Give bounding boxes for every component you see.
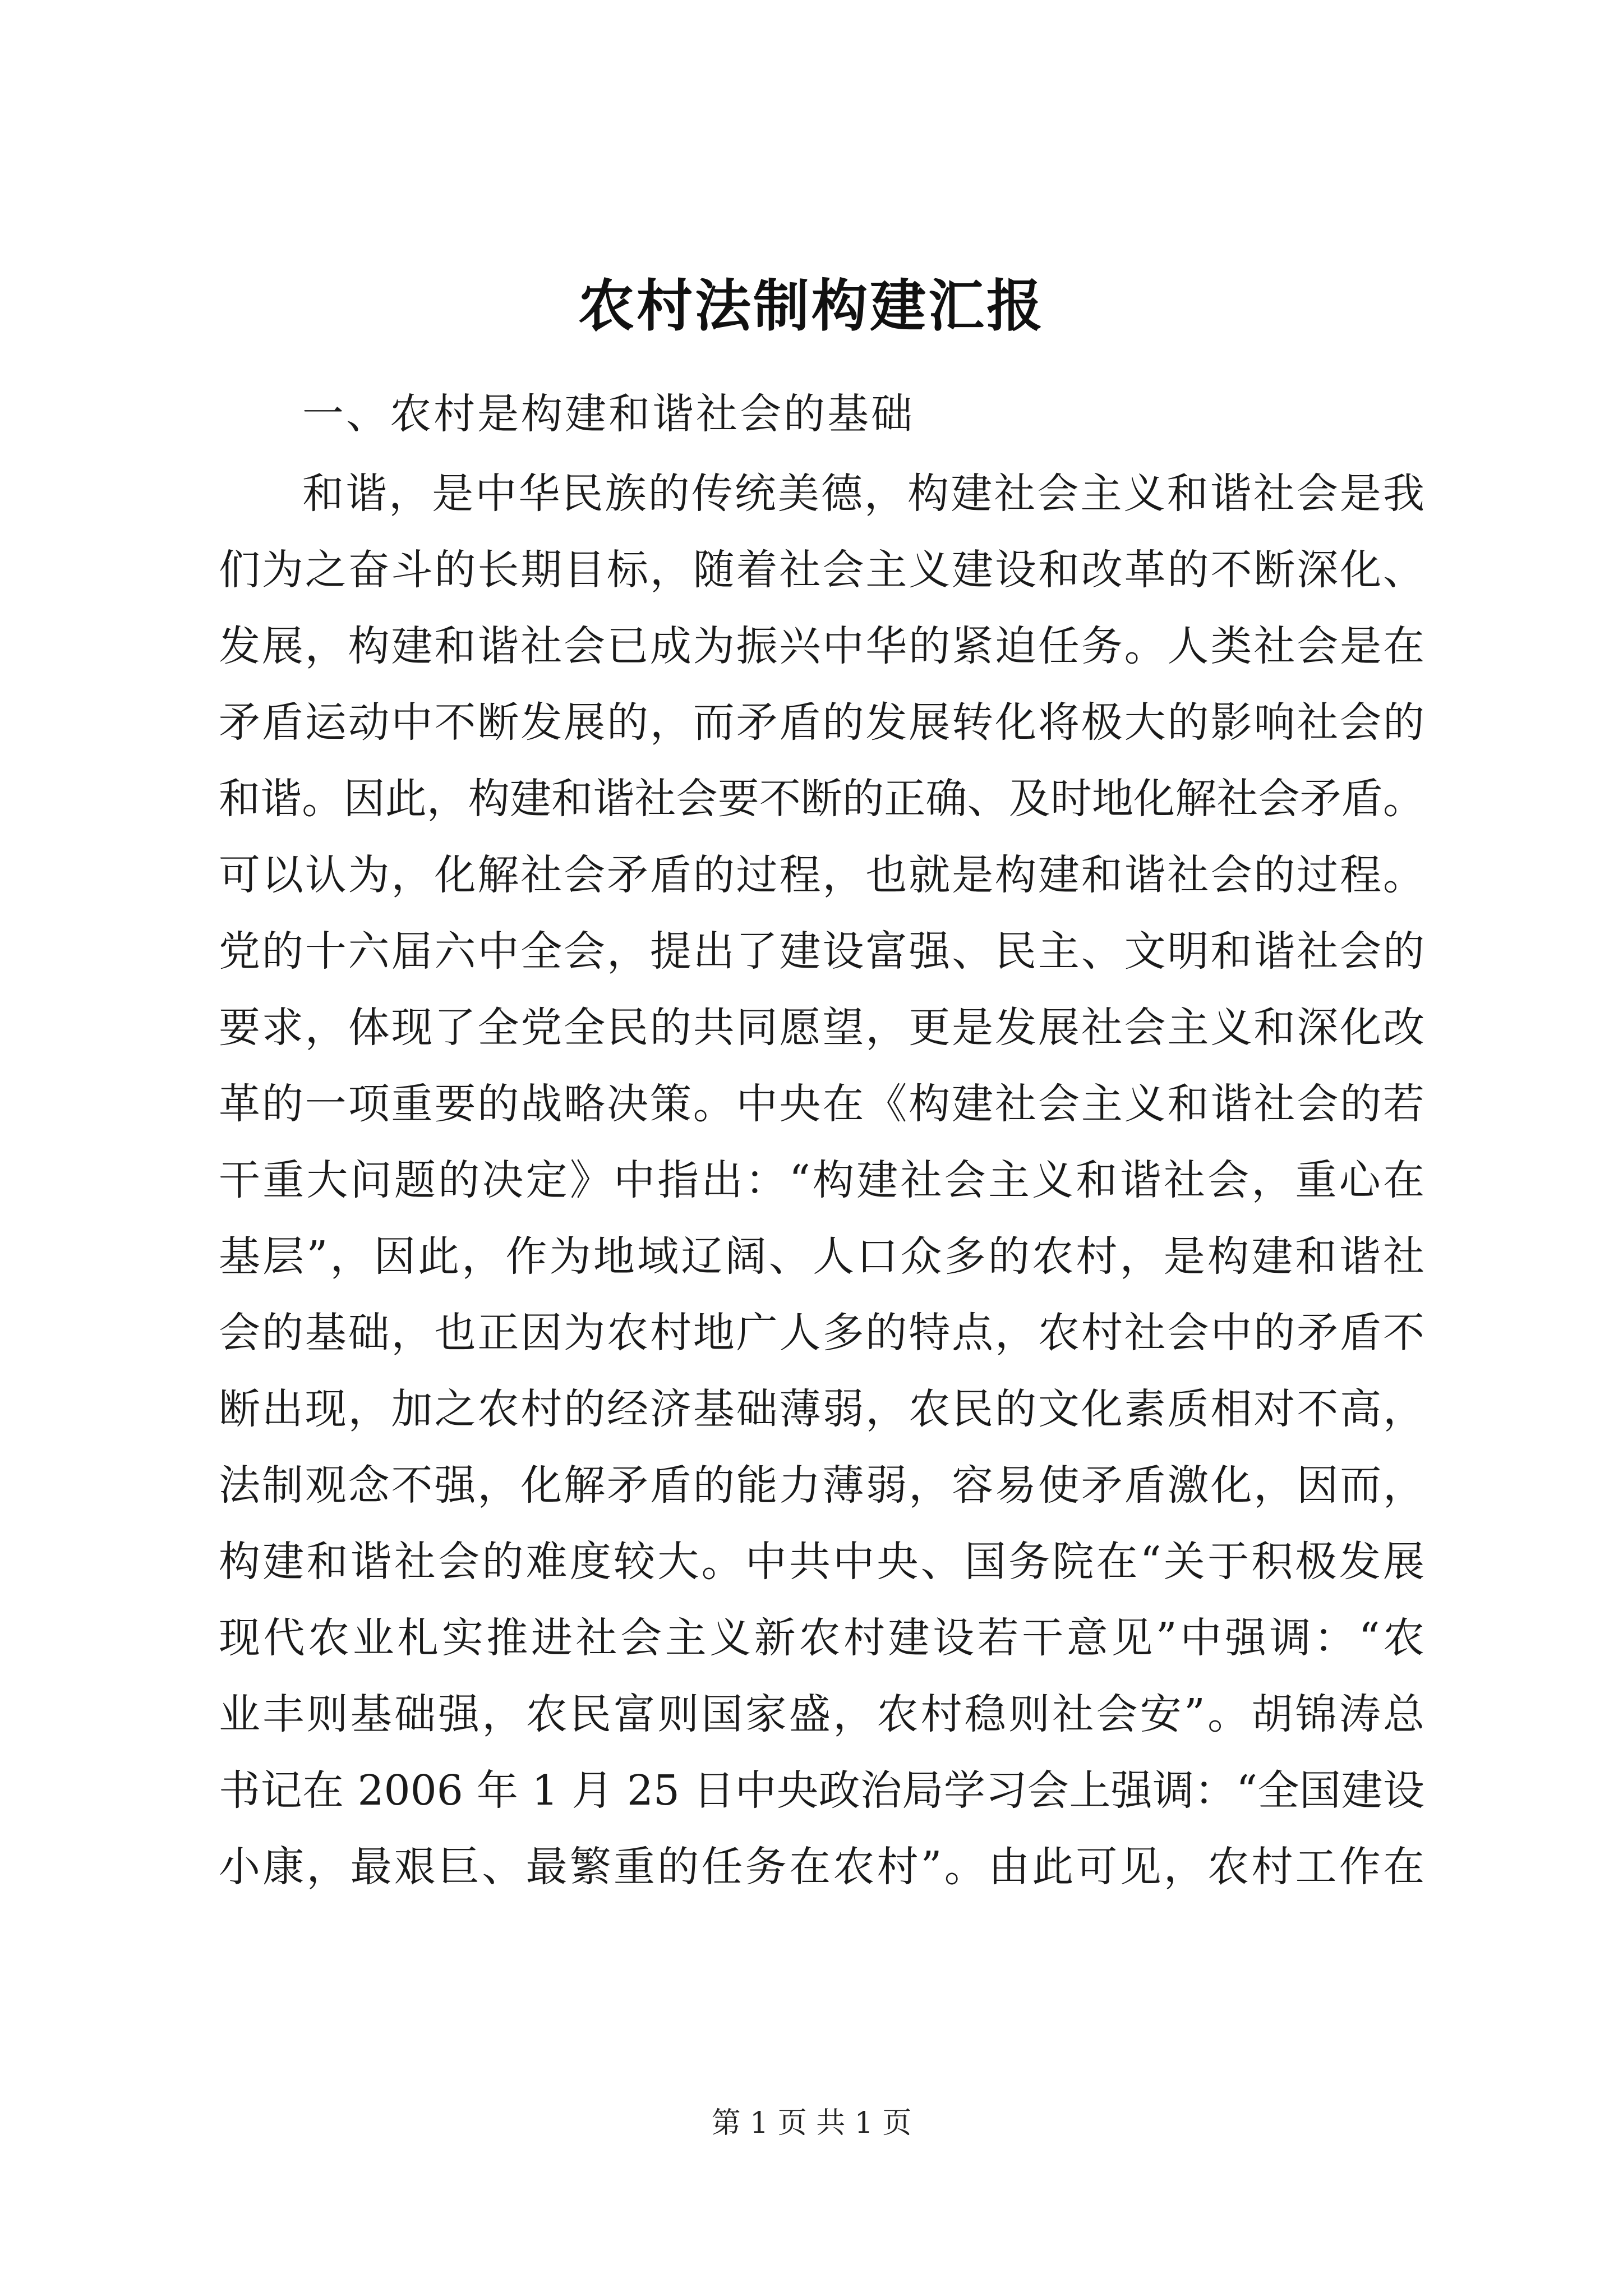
body-line: 法制观念不强，化解矛盾的能力薄弱，容易使矛盾激化，因而， bbox=[219, 1461, 1424, 1510]
document-title: 农村法制构建汇报 bbox=[578, 273, 1045, 339]
body-line: 干重大问题的决定》中指出：“构建社会主义和谐社会，重心在 bbox=[219, 1156, 1424, 1204]
body-line: 们为之奋斗的长期目标，随着社会主义建设和改革的不断深化、 bbox=[219, 546, 1424, 594]
body-line: 革的一项重要的战略决策。中央在《构建社会主义和谐社会的若 bbox=[219, 1080, 1424, 1128]
body-line: 现代农业札实推进社会主义新农村建设若干意见”中强调：“农 bbox=[219, 1614, 1424, 1662]
body-line: 矛盾运动中不断发展的，而矛盾的发展转化将极大的影响社会的 bbox=[219, 698, 1424, 747]
body-line: 可以认为，化解社会矛盾的过程，也就是构建和谐社会的过程。 bbox=[219, 851, 1424, 899]
body-line: 小康，最艰巨、最繁重的任务在农村”。由此可见，农村工作在 bbox=[219, 1843, 1424, 1891]
body-line: 会的基础，也正因为农村地广人多的特点，农村社会中的矛盾不 bbox=[219, 1309, 1424, 1357]
body-line: 和谐。因此，构建和谐社会要不断的正确、及时地化解社会矛盾。 bbox=[219, 775, 1424, 823]
body-line: 基层”，因此，作为地域辽阔、人口众多的农村，是构建和谐社 bbox=[219, 1232, 1424, 1281]
body-line: 业丰则基础强，农民富则国家盛，农村稳则社会安”。胡锦涛总 bbox=[219, 1690, 1424, 1738]
body-line: 书记在 2006 年 1 月 25 日中央政治局学习会上强调：“全国建设 bbox=[219, 1766, 1424, 1815]
body-line: 要求，体现了全党全民的共同愿望，更是发展社会主义和深化改 bbox=[219, 1004, 1424, 1052]
body-line: 发展，构建和谐社会已成为振兴中华的紧迫任务。人类社会是在 bbox=[219, 622, 1424, 670]
body-line: 党的十六届六中全会，提出了建设富强、民主、文明和谐社会的 bbox=[219, 927, 1424, 976]
page-footer: 第 1 页 共 1 页 bbox=[711, 2106, 912, 2140]
body-line: 构建和谐社会的难度较大。中共中央、国务院在“关于积极发展 bbox=[219, 1538, 1424, 1586]
body-line: 和谐，是中华民族的传统美德，构建社会主义和谐社会是我 bbox=[302, 470, 1424, 518]
section-heading: 一、农村是构建和谐社会的基础 bbox=[302, 390, 915, 438]
body-line: 断出现，加之农村的经济基础薄弱，农民的文化素质相对不高， bbox=[219, 1385, 1424, 1433]
